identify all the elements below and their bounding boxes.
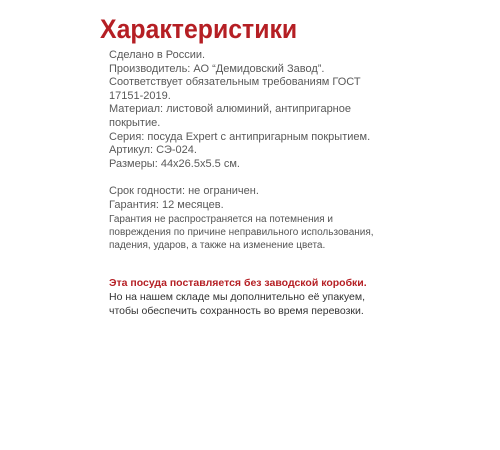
packaging-line-1: Но на нашем складе мы дополнительно её упакуем, [109, 291, 366, 303]
spec-manufacturer: Производитель: АО “Демидовский Завод”. [109, 62, 325, 75]
spec-standard-line-1: Соответствует обязательным требованиям ГОСТ [109, 76, 361, 89]
spec-dimensions: Размеры: 44х26.5х5.5 см. [109, 157, 240, 170]
warranty-note-line-3: падения, ударов, а также на изменение цвета. [109, 239, 326, 251]
specs-block [109, 49, 489, 252]
terms-shelf-life: Срок годности: не ограничен. [109, 185, 259, 198]
packaging-notice [109, 276, 489, 318]
section-spacer [109, 171, 489, 185]
spec-series: Серия: посуда Expert с антипригарным покрытием. [109, 130, 371, 143]
packaging-headline: Эта посуда поставляется без заводской коробки. [109, 277, 367, 289]
spec-origin: Сделано в России. [109, 49, 206, 61]
warranty-note-line-1: Гарантия не распространяется на потемнения и [109, 213, 333, 225]
spec-article: Артикул: СЭ-024. [109, 144, 197, 157]
warranty-note-line-2: повреждения по причине неправильного использования, [109, 226, 374, 238]
packaging-line-2: чтобы обеспечить сохранность во время перевозки. [109, 305, 364, 317]
terms-warranty: Гарантия: 12 месяцев. [109, 198, 224, 211]
page-title: Характеристики [100, 14, 298, 44]
spec-material-line-1: Материал: листовой алюминий, антипригарное [109, 103, 351, 116]
spec-material-line-2: покрытие. [109, 116, 161, 129]
spec-standard-line-2: 17151-2019. [109, 89, 171, 102]
